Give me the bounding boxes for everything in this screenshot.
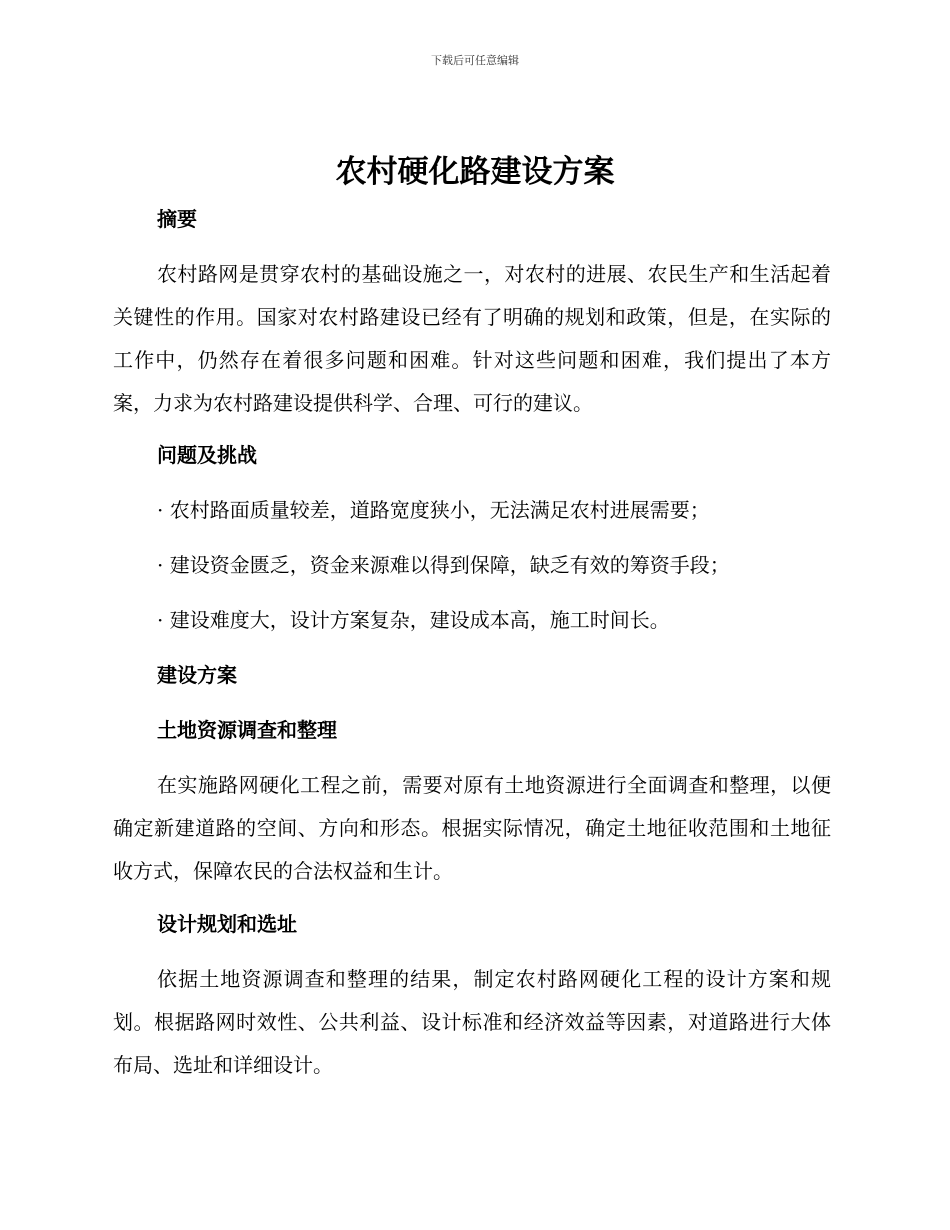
document-title: 农村硬化路建设方案 xyxy=(335,154,615,190)
land-survey-heading: 土地资源调查和整理 xyxy=(157,718,337,742)
design-planning-heading: 设计规划和选址 xyxy=(157,912,297,936)
problem-item-3: · 建设难度大，设计方案复杂，建设成本高，施工时间长。 xyxy=(157,608,670,632)
abstract-heading: 摘要 xyxy=(157,207,197,231)
problems-heading: 问题及挑战 xyxy=(157,443,257,467)
abstract-paragraph: 农村路网是贯穿农村的基础设施之一，对农村的进展、农民生产和生活起着关键性的作用。国家对农村路建设已经有了明确的规划和政策，但是，在实际的工作中，仍然存在着很多问题和困难。针对这些问题和困难，我们提出了本方案，力求为农村路建设提供科学、合理、可行的建议。 xyxy=(113,262,831,415)
land-survey-paragraph: 在实施路网硬化工程之前，需要对原有土地资源进行全面调查和整理，以便确定新建道路的空间、方向和形态。根据实际情况，确定土地征收范围和土地征收方式，保障农民的合法权益和生计。 xyxy=(113,773,831,883)
problem-item-2: · 建设资金匮乏，资金来源难以得到保障，缺乏有效的筹资手段； xyxy=(157,553,730,577)
page-header-note: 下载后可任意编辑 xyxy=(431,54,519,67)
problem-item-1: · 农村路面质量较差，道路宽度狭小，无法满足农村进展需要； xyxy=(157,498,710,522)
design-planning-paragraph: 依据土地资源调查和整理的结果，制定农村路网硬化工程的设计方案和规划。根据路网时效性、公共利益、设计标准和经济效益等因素，对道路进行大体布局、选址和详细设计。 xyxy=(113,967,831,1077)
plan-heading: 建设方案 xyxy=(157,663,237,687)
